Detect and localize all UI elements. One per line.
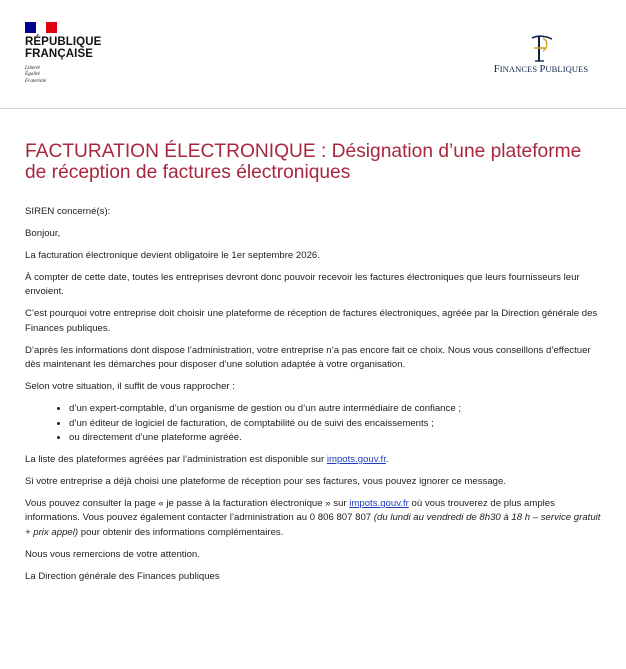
paragraph-choose-platform: C’est pourquoi votre entreprise doit choisir une plateforme de réception de factures électroniques, agréée par la Direction générale des Finances publiques. [25,308,598,334]
list-item: • d’un éditeur de logiciel de facturation, de comptabilité ou de suivi des encaissements ; [69,417,601,431]
list-item: • ou directement d’une plateforme agréée. [69,431,601,445]
email-content [25,141,601,592]
paragraph-more-info [25,497,601,540]
impots-gouv-link[interactable]: impots.gouv.fr [326,454,386,466]
paragraph-obligation-date: La facturation électronique devient obligatoire le 1er septembre 2026. [25,250,320,261]
more-info-text-start: Vous pouvez consulter la page « je passe à la facturation électronique » sur [25,498,350,510]
republique-francaise-name [25,37,101,60]
republique-motto [25,65,101,84]
phone-hours-note: (du lundi au vendredi de 8h30 à 18 h – service gratuit + prix appel) [25,512,601,538]
siren-label: SIREN concerné(s): [25,206,111,217]
paragraph-thanks: Nous vous remercions de votre attention. [25,548,200,560]
fp-name-rest2: UBLIQUES [545,64,589,74]
more-info-text-mid: où vous trouverez de plus amples informations. Vous pouvez également contacter l’administration au 0 806 807 807 [25,498,555,524]
email-body [25,205,601,584]
paragraph-contact-options-intro: Selon votre situation, il suffit de vous rapprocher : [25,381,235,393]
more-info-text-end: pour obtenir des informations complémentaires. [78,526,284,538]
motto-egalite: Égalité [25,71,40,78]
rf-name-line2: FRANÇAISE [25,47,93,60]
paragraph-ignore-message: Si votre entreprise a déjà choisi une plateforme de réception pour ses factures, vous pouvez ignorer ce message. [25,476,507,488]
signature: La Direction générale des Finances publiques [25,570,220,582]
rf-name-line1: RÉPUBLIQUE [25,36,102,48]
email-title: FACTURATION ÉLECTRONIQUE : Désignation d’une plateforme de réception de factures électroniques [25,141,582,183]
email-header [0,0,626,109]
fp-name-cap1: F [493,64,500,75]
platform-list-period: . [385,454,389,466]
finances-publiques-logo [481,33,601,75]
list-item: • d’un expert-comptable, d’un organisme de gestion ou d’un autre intermédiaire de confiance ; [69,402,601,416]
paragraph-receive-invoices: À compter de cette date, toutes les entreprises devront donc pouvoir recevoir les factures électroniques que leurs fournisseurs leur envoient. [25,272,580,298]
motto-fraternite: Fraternité [25,77,47,84]
motto-liberte: Liberté [25,65,40,71]
french-flag-icon [25,22,57,33]
fp-name-cap2: P [539,64,546,75]
impots-gouv-link-2[interactable]: impots.gouv.fr [349,498,409,510]
fp-name-rest1: INANCES [499,64,540,74]
platform-list-text: La liste des plateformes agréées par l’administration est disponible sur [25,454,327,466]
paragraph-platform-list [25,453,601,467]
paragraph-no-choice-yet: D’après les informations dont dispose l’administration, votre entreprise n’a pas encore fait ce choix. Nous vous conseillons d’effectuer dès maintenant les démarches pour disposer d’une solution adaptée à votre organisation. [25,344,591,371]
greeting: Bonjour, [25,228,61,239]
republique-francaise-logo [25,22,101,84]
contact-options-list [25,402,601,445]
finances-publiques-name [481,64,601,75]
finances-publiques-emblem-icon [526,33,556,63]
